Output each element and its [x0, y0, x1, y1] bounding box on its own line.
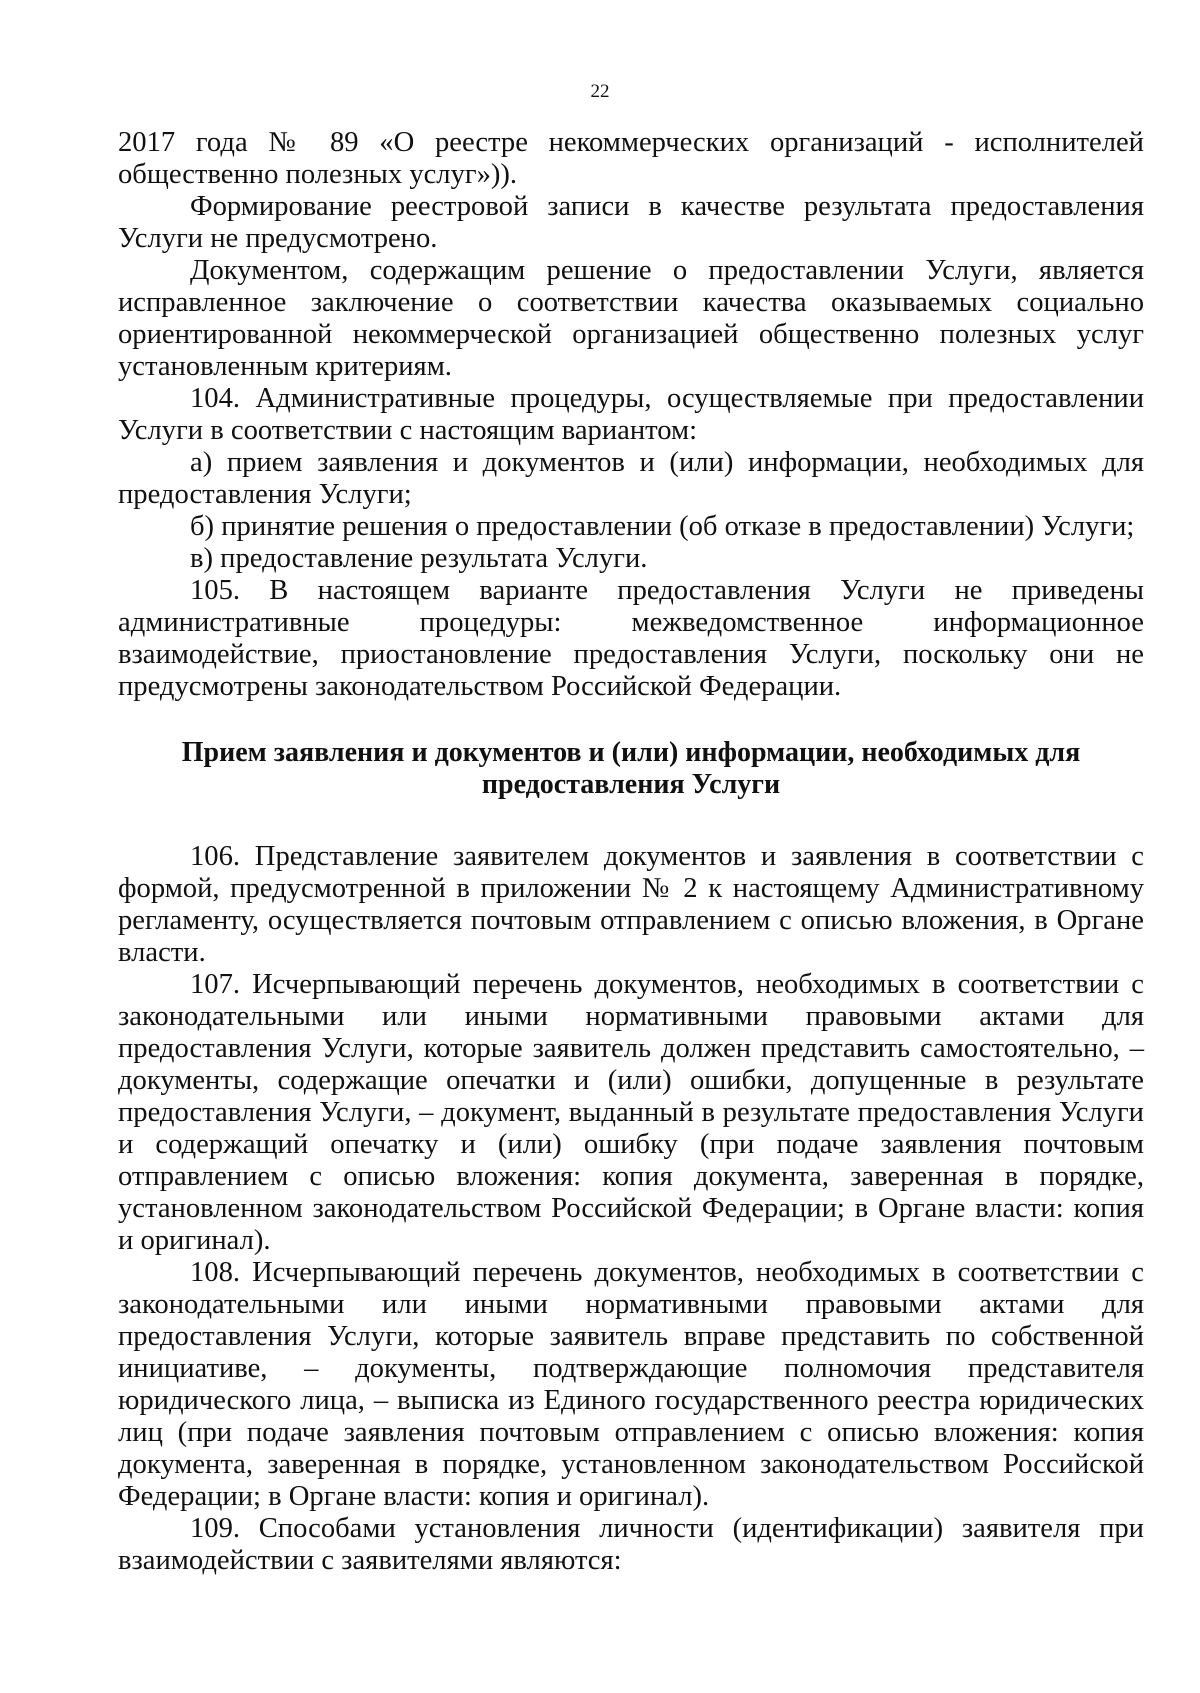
paragraph-104: 104. Административные процедуры, осуществляемые при предоставлении Услуги в соответствии с настоящим вариантом: — [118, 383, 1144, 446]
list-item-c: в) предоставление результата Услуги. — [190, 543, 648, 574]
paragraph-106: 106. Представление заявителем документов и заявления в соответствии с формой, предусмотренной в приложении № 2 к настоящему Административному регламенту, осуществляется почтовым отправлением с описью вложения, в Органе власти. — [118, 841, 1144, 968]
paragraph-107: 107. Исчерпывающий перечень документов, необходимых в соответствии с законодательными или иными нормативными правовыми актами для предоставления Услуги, которые заявитель должен представить самостоятельно, – документы, содержащие опечатки и (или) ошибки, допущенные в результате предоставления Услуги, – документ, выданный в результате предоставления Услуги и содержащий опечатку и (или) ошибку (при подаче заявления почтовым отправлением с описью вложения: копия документа, заверенная в порядке, установленном законодательством Российской Федерации; в Органе власти: копия и оригинал). — [118, 969, 1144, 1256]
paragraph-registry-record: Формирование реестровой записи в качестве результата предоставления Услуги не предусмотрено. — [118, 191, 1144, 254]
paragraph-continuation: 2017 года № 89 «О реестре некоммерческих организаций - исполнителей общественно полезных услуг»)). — [118, 127, 1144, 190]
list-item-b: б) принятие решения о предоставлении (об отказе в предоставлении) Услуги; — [190, 511, 1135, 542]
section-heading-line-1: Прием заявления и документов и (или) информации, необходимых для — [181, 737, 1081, 768]
paragraph-105: 105. В настоящем варианте предоставления Услуги не приведены административные процедуры: межведомственное информационное взаимодействие, приостановление предоставления Услуги, поскольку они не предусмотрены законодательством Российской Федерации. — [118, 575, 1144, 702]
document-body — [118, 127, 1144, 1577]
list-item-a: а) прием заявления и документов и (или) информации, необходимых для предоставления Услуги; — [118, 447, 1144, 510]
page-number: 22 — [590, 81, 610, 102]
section-heading — [118, 737, 1144, 801]
paragraph-decision-document: Документом, содержащим решение о предоставлении Услуги, является исправленное заключение о соответствии качества оказываемых социально ориентированной некоммерческой организацией общественно полезных услуг установленным критериям. — [118, 255, 1144, 382]
paragraph-108: 108. Исчерпывающий перечень документов, необходимых в соответствии с законодательными или иными нормативными правовыми актами для предоставления Услуги, которые заявитель вправе представить по собственной инициативе, – документы, подтверждающие полномочия представителя юридического лица, – выписка из Единого государственного реестра юридических лиц (при подаче заявления почтовым отправлением с описью вложения: копия документа, заверенная в порядке, установленном законодательством Российской Федерации; в Органе власти: копия и оригинал). — [118, 1257, 1144, 1512]
paragraph-109: 109. Способами установления личности (идентификации) заявителя при взаимодействии с заявителями являются: — [118, 1513, 1144, 1576]
section-heading-line-2: предоставления Услуги — [481, 769, 781, 800]
